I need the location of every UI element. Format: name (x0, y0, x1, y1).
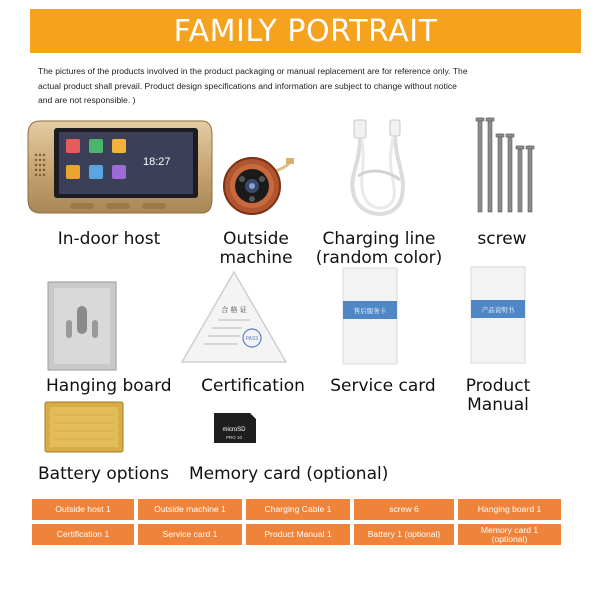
product-manual-label (452, 377, 544, 415)
charging-line-label-line2: (random color) (315, 248, 443, 268)
certification-card-title: 合 格 证 (221, 306, 247, 314)
memory-card-image (212, 411, 258, 445)
service-card-label: Service card (330, 376, 436, 396)
packing-list-cell: Outside host 1 (32, 499, 134, 520)
packing-list-cell: screw 6 (354, 499, 454, 520)
certification-image (178, 268, 290, 366)
product-manual-label-line1: Product (465, 376, 531, 396)
memory-card-label: Memory card (optional) (189, 464, 389, 484)
charging-line-image (340, 116, 420, 224)
disclaimer-line: actual product shall prevail. Product design specifications and information are subject to change without notice (38, 80, 457, 91)
packing-list-cell: Charging Cable 1 (246, 499, 350, 520)
outside-machine-label-line1: Outside (223, 229, 289, 249)
certification-label: Certification (201, 376, 305, 396)
indoor-host-image (26, 117, 214, 217)
indoor-host-label: In-door host (57, 229, 161, 249)
charging-line-label-line1: Charging line (322, 229, 436, 249)
disclaimer-line: and are not responsible. ) (38, 95, 136, 105)
product-manual-label-line2: Manual (467, 395, 529, 415)
product-manual-image (470, 266, 526, 364)
outside-machine-image (212, 152, 304, 216)
charging-line-label (313, 230, 445, 268)
page-title: FAMILY PORTRAIT (173, 13, 438, 49)
battery-label: Battery options (38, 464, 169, 484)
certification-stamp: PASS (245, 336, 259, 342)
packing-list-cell: Service card 1 (138, 524, 242, 545)
battery-image (44, 401, 124, 453)
service-card-text: 售后服务卡 (353, 307, 387, 315)
packing-list-cell: Certification 1 (32, 524, 134, 545)
packing-list-cell: Product Manual 1 (246, 524, 350, 545)
disclaimer-text (38, 64, 538, 108)
disclaimer-line: The pictures of the products involved in the product packaging or manual replacement are for reference only. The (38, 66, 468, 76)
packing-list-cell: Hanging board 1 (458, 499, 561, 520)
hanging-board-label: Hanging board (46, 376, 172, 396)
outside-machine-label (206, 230, 306, 268)
product-manual-card-text: 产品说明书 (481, 306, 515, 314)
outside-machine-label-line2: machine (219, 248, 293, 268)
packing-list-cell: Outside machine 1 (138, 499, 242, 520)
screw-image (470, 116, 540, 216)
packing-list-cell: Battery 1 (optional) (354, 524, 454, 545)
screw-label: screw (477, 229, 527, 249)
header-banner (30, 9, 581, 53)
hanging-board-image (46, 280, 118, 372)
packing-list-cell: Memory card 1 (optional) (458, 524, 561, 545)
indoor-host-time: 18:27 (143, 156, 171, 168)
memory-card-text: microSD (222, 427, 246, 433)
memory-card-subtext: PRO 10 (225, 435, 243, 440)
service-card-image (342, 267, 398, 365)
